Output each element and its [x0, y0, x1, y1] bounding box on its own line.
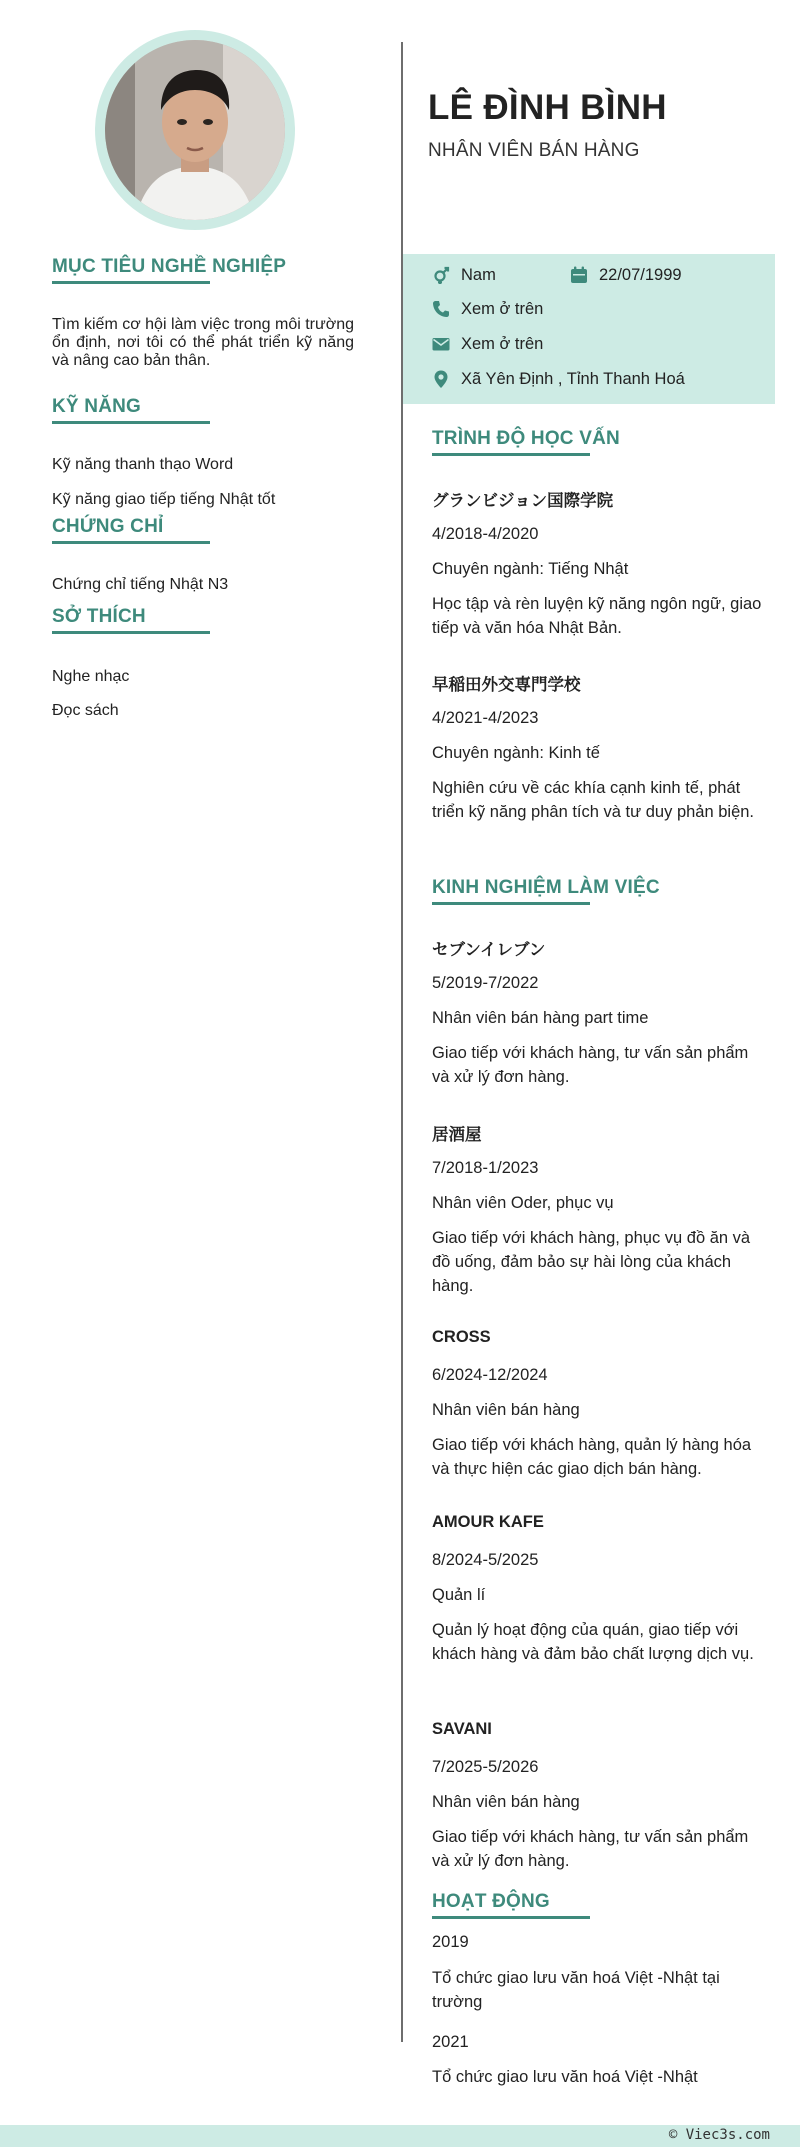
school-period: 4/2021-4/2023: [432, 709, 539, 727]
job-desc: Giao tiếp với khách hàng, tư vấn sản phẩm và xử lý đơn hàng.: [432, 1044, 749, 1086]
dob-row: [569, 265, 682, 285]
school-name: グランビジョン国際学院: [432, 492, 614, 510]
objective-text-block: [52, 300, 354, 386]
hobby-list: [52, 652, 354, 736]
education-title: TRÌNH ĐỘ HỌC VẤN: [432, 428, 620, 449]
phone-value: Xem ở trên: [461, 299, 544, 318]
email-icon: [431, 334, 451, 354]
gender-icon: [431, 265, 451, 285]
skills-title: KỸ NĂNG: [52, 396, 142, 417]
address-value: Xã Yên Định , Tỉnh Thanh Hoá: [461, 369, 685, 388]
calendar-icon: [569, 265, 589, 285]
skills-underline: [52, 421, 210, 424]
job-role: Nhân viên Oder, phục vụ: [432, 1194, 614, 1212]
email-row: [431, 334, 543, 354]
gender-value: Nam: [461, 265, 496, 284]
footer-bar: [0, 2125, 800, 2147]
experience-section: [432, 877, 660, 905]
school-major: Chuyên ngành: Kinh tế: [432, 744, 600, 762]
job-desc: Giao tiếp với khách hàng, tư vấn sản phẩm và xử lý đơn hàng.: [432, 1828, 749, 1870]
job-role: Nhân viên bán hàng part time: [432, 1009, 649, 1027]
job-desc: Quản lý hoạt động của quán, giao tiếp với khách hàng và đảm bảo chất lượng dịch vụ.: [432, 1621, 754, 1663]
activity-year: 2021: [432, 2033, 469, 2051]
cert-underline: [52, 541, 210, 544]
hobby-section: [52, 606, 354, 634]
address-row: [431, 369, 685, 389]
education-underline: [432, 453, 590, 456]
activity-desc: Tổ chức giao lưu văn hoá Việt -Nhật tại trường: [432, 1969, 720, 2011]
skill-item: Kỹ năng giao tiếp tiếng Nhật tốt: [52, 491, 276, 508]
school-desc: Học tập và rèn luyện kỹ năng ngôn ngữ, giao tiếp và văn hóa Nhật Bản.: [432, 595, 762, 637]
objective-section: [52, 256, 354, 284]
school-name: 早稲田外交専門学校: [432, 676, 581, 694]
skill-item: Kỹ năng thanh thạo Word: [52, 456, 234, 473]
objective-title: MỤC TIÊU NGHỀ NGHIỆP: [52, 256, 287, 277]
phone-row: [431, 299, 543, 319]
person-photo-icon: [105, 40, 285, 220]
company-name: SAVANI: [432, 1720, 492, 1738]
hobby-item: Đọc sách: [52, 702, 119, 719]
hobby-title: SỞ THÍCH: [52, 606, 146, 627]
job-role: Quản lí: [432, 1586, 486, 1604]
gender-row: [431, 265, 496, 285]
job-period: 7/2018-1/2023: [432, 1159, 539, 1177]
school-desc: Nghiên cứu về các khía cạnh kinh tế, phát triển kỹ năng phân tích và tư duy phản biện.: [432, 779, 755, 821]
phone-icon: [431, 299, 451, 319]
skills-section: [52, 396, 354, 424]
school-period: 4/2018-4/2020: [432, 525, 539, 543]
company-name: セブンイレブン: [432, 941, 546, 959]
company-name: CROSS: [432, 1328, 491, 1346]
cert-item: Chứng chỉ tiếng Nhật N3: [52, 576, 229, 593]
location-pin-icon: [431, 369, 451, 389]
experience-underline: [432, 902, 590, 905]
objective-text: Tìm kiếm cơ hội làm việc trong môi trường ổn định, nơi tôi có thể phát triển kỹ năng và nâng cao bản thân.: [52, 316, 354, 369]
cert-title: CHỨNG CHỈ: [52, 516, 164, 537]
job-role: Nhân viên bán hàng: [432, 1793, 580, 1811]
avatar-ring: [95, 30, 295, 230]
education-section: [432, 428, 620, 456]
job-period: 5/2019-7/2022: [432, 974, 539, 992]
email-value: Xem ở trên: [461, 334, 544, 353]
job-desc: Giao tiếp với khách hàng, phục vụ đồ ăn và đồ uống, đảm bảo sự hài lòng của khách hàng.: [432, 1229, 751, 1295]
cert-section: [52, 516, 354, 544]
job-period: 8/2024-5/2025: [432, 1551, 539, 1569]
avatar: [105, 40, 285, 220]
school-major: Chuyên ngành: Tiếng Nhật: [432, 560, 629, 578]
activities-underline: [432, 1916, 590, 1919]
job-role: Nhân viên bán hàng: [432, 1401, 580, 1419]
hobby-item: Nghe nhạc: [52, 668, 130, 685]
activity-desc: Tổ chức giao lưu văn hoá Việt -Nhật: [432, 2068, 698, 2086]
cert-list: [52, 560, 354, 610]
job-period: 7/2025-5/2026: [432, 1758, 539, 1776]
company-name: 居酒屋: [432, 1126, 482, 1144]
experience-title: KINH NGHIỆM LÀM VIỆC: [432, 877, 660, 898]
job-desc: Giao tiếp với khách hàng, quản lý hàng hóa và thực hiện các giao dịch bán hàng.: [432, 1436, 752, 1478]
job-title: NHÂN VIÊN BÁN HÀNG: [428, 140, 640, 161]
full-name: LÊ ĐÌNH BÌNH: [428, 88, 667, 127]
objective-underline: [52, 281, 210, 284]
dob-value: 22/07/1999: [599, 265, 682, 284]
contact-box: [403, 254, 775, 404]
hobby-underline: [52, 631, 210, 634]
activity-year: 2019: [432, 1933, 469, 1951]
activities-section: [432, 1891, 590, 1919]
footer-credit: © Viec3s.com: [668, 2127, 770, 2143]
activities-title: HOẠT ĐỘNG: [432, 1891, 550, 1912]
company-name: AMOUR KAFE: [432, 1513, 544, 1531]
job-period: 6/2024-12/2024: [432, 1366, 548, 1384]
